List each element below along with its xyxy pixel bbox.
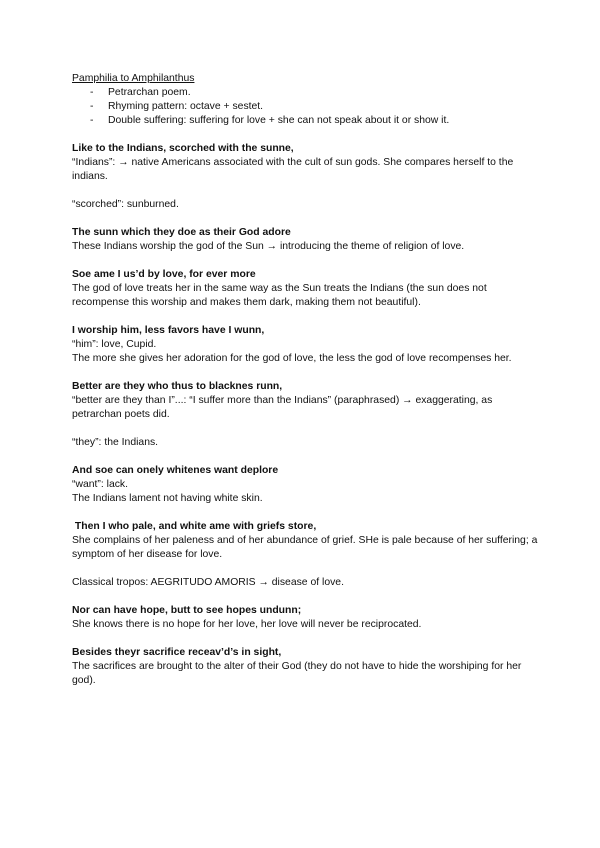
verse-line: I worship him, less favors have I wunn, [72, 325, 265, 336]
verse-section-1 [72, 142, 542, 212]
note-paragraph: “Indians”: → native Americans associated with the cult of sun gods. She compares herself to the indians. [72, 157, 514, 182]
verse-section-4 [72, 324, 542, 366]
verse-line: Nor can have hope, butt to see hopes undunn; [72, 605, 302, 616]
bullet-item: - Double suffering: suffering for love + she can not speak about it or show it. [90, 114, 542, 128]
document-page [72, 72, 542, 688]
verse-line: Besides theyr sacrifice receav’d’s in sight, [72, 647, 282, 658]
verse-line: Like to the Indians, scorched with the sunne, [72, 143, 294, 154]
note-paragraph: The Indians lament not having white skin. [72, 493, 263, 504]
note-paragraph: These Indians worship the god of the Sun → introducing the theme of religion of love. [72, 241, 465, 252]
page-title: Pamphilia to Amphilanthus [72, 73, 195, 84]
verse-section-9 [72, 646, 542, 688]
note-paragraph: The sacrifices are brought to the alter of their God (they do not have to hide the worshiping for her god). [72, 661, 522, 686]
verse-line: And soe can onely whitenes want deplore [72, 465, 279, 476]
note-extra: Classical tropos: AEGRITUDO AMORIS → disease of love. [72, 577, 344, 588]
note-paragraph: She complains of her paleness and of her abundance of grief. SHe is pale because of her suffering; a symptom of her disease for love. [72, 535, 538, 560]
verse-section-5 [72, 380, 542, 450]
note-extra: “they”: the Indians. [72, 437, 159, 448]
note-paragraph: “him”: love, Cupid. [72, 339, 157, 350]
verse-section-7 [72, 520, 542, 590]
verse-section-3 [72, 268, 542, 310]
bullet-item: - Rhyming pattern: octave + sestet. [90, 100, 542, 114]
verse-line: Better are they who thus to blacknes runn, [72, 381, 283, 392]
bullet-item: - Petrarchan poem. [90, 86, 542, 100]
note-extra: “scorched”: sunburned. [72, 199, 179, 210]
verse-section-6 [72, 464, 542, 506]
verse-line: Then I who pale, and white ame with griefs store, [72, 521, 317, 532]
note-paragraph: The god of love treats her in the same way as the Sun treats the Indians (the sun does not recompense this worship and makes them dark, making them not beautiful). [72, 283, 487, 308]
verse-section-8 [72, 604, 542, 632]
note-paragraph: “better are they than I”...: “I suffer more than the Indians” (paraphrased) → exaggerating, as petrarchan poets did. [72, 395, 493, 420]
note-paragraph: The more she gives her adoration for the god of love, the less the god of love recompenses her. [72, 353, 512, 364]
verse-line: Soe ame I us’d by love, for ever more [72, 269, 256, 280]
intro-bullet-list [72, 86, 542, 128]
note-paragraph: She knows there is no hope for her love, her love will never be reciprocated. [72, 619, 422, 630]
verse-line: The sunn which they doe as their God adore [72, 227, 291, 238]
note-paragraph: “want”: lack. [72, 479, 129, 490]
verse-section-2 [72, 226, 542, 254]
